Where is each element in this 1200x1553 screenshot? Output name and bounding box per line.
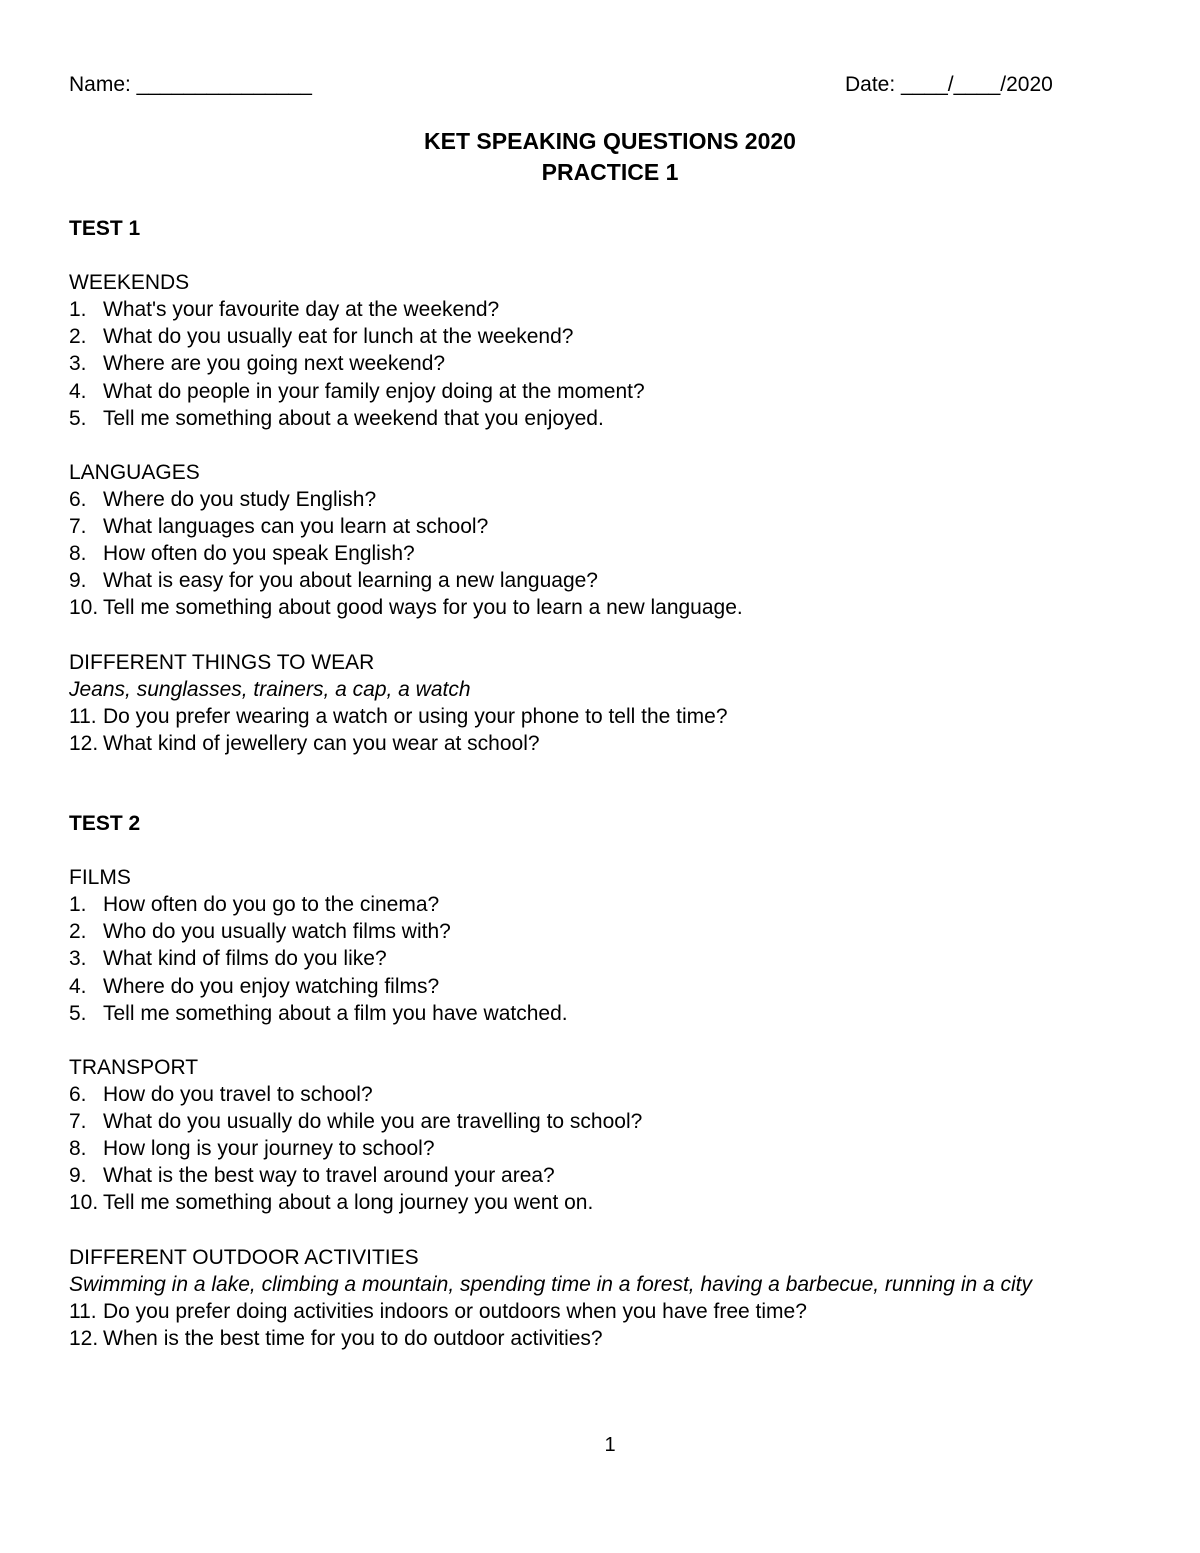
question-item [69,945,1179,972]
question-number: 11. [69,1299,97,1323]
question-number: 7. [69,515,87,539]
question-number: 8. [69,542,87,566]
question-item [69,973,1179,1000]
question-number: 11. [69,704,97,728]
question-number: 3. [69,352,87,376]
question-item [69,567,1179,594]
question-number: 10. [69,1191,99,1215]
question-item [69,1081,1179,1108]
question-text: Tell me something about a long journey you went on. [103,1191,594,1215]
question-number: 7. [69,1110,87,1134]
question-text: What do you usually do while you are travelling to school? [103,1110,643,1134]
question-text: Tell me something about a film you have watched. [103,1001,568,1025]
question-number: 5. [69,406,87,430]
question-text: What is the best way to travel around your area? [103,1164,555,1188]
question-item [69,594,1179,621]
question-item [69,296,1179,323]
question-text: Do you prefer doing activities indoors or outdoors when you have free time? [103,1299,807,1323]
question-number: 2. [69,920,87,944]
question-number: 10. [69,596,99,620]
question-number: 12. [69,731,99,755]
question-text: Tell me something about good ways for you to learn a new language. [103,596,743,620]
question-text: Where do you study English? [103,487,377,511]
question-item [69,730,1179,757]
question-item [69,486,1179,513]
question-item [69,1135,1179,1162]
question-item [69,323,1179,350]
question-number: 5. [69,1001,87,1025]
question-item [69,1325,1179,1352]
document-subtitle: PRACTICE 1 [541,159,679,185]
question-item [69,540,1179,567]
topic-heading: DIFFERENT OUTDOOR ACTIVITIES [69,1245,419,1269]
question-number: 4. [69,974,87,998]
name-field-label: Name: _______________ [69,73,312,96]
test-1-block [69,215,1179,757]
question-text: What do you usually eat for lunch at the weekend? [103,325,574,349]
question-number: 6. [69,1082,87,1106]
question-item [69,918,1179,945]
question-text: How long is your journey to school? [103,1137,435,1161]
question-text: Who do you usually watch films with? [103,920,451,944]
test-heading: TEST 2 [69,812,141,835]
date-field-label: Date: ____/____/2020 [845,73,1053,96]
question-text: Where are you going next weekend? [103,352,446,376]
question-number: 3. [69,947,87,971]
question-text: How do you travel to school? [103,1082,373,1106]
test-heading: TEST 1 [69,217,141,240]
question-item [69,891,1179,918]
document-title: KET SPEAKING QUESTIONS 2020 [424,128,796,154]
question-number: 9. [69,1164,87,1188]
question-text: When is the best time for you to do outdoor activities? [103,1326,603,1350]
topic-section-transport [69,1054,1179,1217]
question-number: 2. [69,325,87,349]
question-number: 1. [69,298,87,322]
question-text: What kind of films do you like? [103,947,387,971]
question-item [69,1108,1179,1135]
question-number: 9. [69,569,87,593]
topic-section-films [69,864,1179,1027]
question-text: How often do you go to the cinema? [103,893,440,917]
question-text: Tell me something about a weekend that you enjoyed. [103,406,604,430]
topic-section-languages [69,459,1179,622]
question-item [69,1162,1179,1189]
topic-heading: DIFFERENT THINGS TO WEAR [69,650,375,674]
question-item [69,513,1179,540]
question-text: How often do you speak English? [103,542,415,566]
question-item [69,1298,1179,1325]
question-item [69,703,1179,730]
topic-heading: LANGUAGES [69,460,200,484]
question-item [69,350,1179,377]
topic-heading: WEEKENDS [69,271,190,295]
page-number: 1 [604,1434,616,1456]
topic-section-weekends [69,269,1179,432]
question-number: 8. [69,1137,87,1161]
question-number: 4. [69,379,87,403]
topic-prompt: Swimming in a lake, climbing a mountain, spending time in a forest, having a barbecue, running in a city [69,1272,1033,1296]
question-item [69,1189,1179,1216]
question-number: 6. [69,487,87,511]
question-item [69,405,1179,432]
question-text: Where do you enjoy watching films? [103,974,440,998]
question-number: 12. [69,1326,99,1350]
question-item [69,378,1179,405]
question-text: Do you prefer wearing a watch or using your phone to tell the time? [103,704,728,728]
question-number: 1. [69,893,87,917]
question-text: What do people in your family enjoy doing at the moment? [103,379,645,403]
topic-heading: FILMS [69,866,131,890]
topic-section-outdoor-activities [69,1244,1179,1352]
question-text: What is easy for you about learning a new language? [103,569,598,593]
topic-prompt: Jeans, sunglasses, trainers, a cap, a watch [69,677,471,701]
topic-section-things-to-wear [69,649,1179,757]
topic-heading: TRANSPORT [69,1055,199,1079]
question-text: What's your favourite day at the weekend? [103,298,500,322]
test-2-block [69,810,1179,1352]
question-text: What kind of jewellery can you wear at school? [103,731,540,755]
question-item [69,1000,1179,1027]
question-text: What languages can you learn at school? [103,515,489,539]
